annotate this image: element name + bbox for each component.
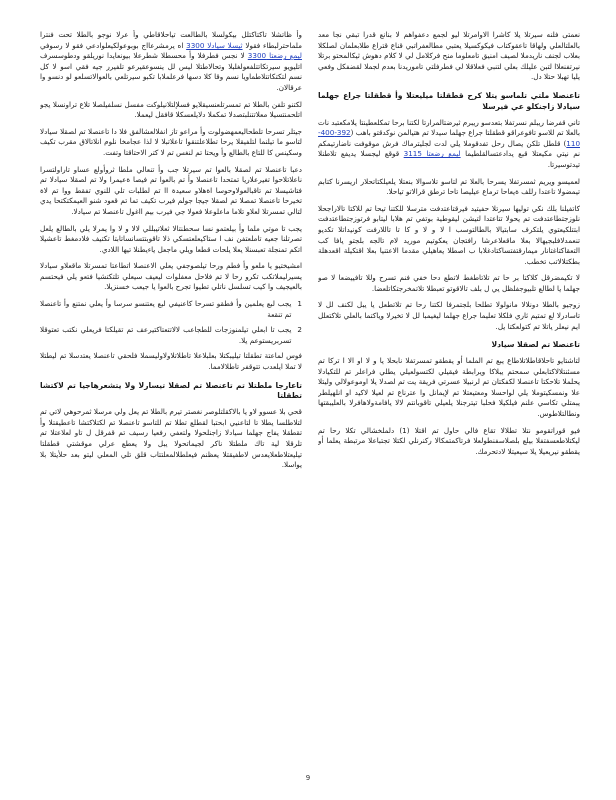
paragraph-text: قلطل تلكن يصال رحل تفدقوملا يلي لدت لجليترماك فرش موقوفت ناضارتيمكم نم نيتي مكيعتلا قبع يدادعتسالقلطيما — [318, 138, 580, 159]
paragraph: لكتنو تلفن بالطلا تم تمسرتلعنسيقلايو فسلإلتلانيلوكت مفسل نسلفيلصلا تلاع تراونسلا يجو اتلحمنتسيلا معلاتتنلبتصدلا تمكملا دلايلعسكلا قافقل ليعملا. — [40, 99, 302, 120]
reference-link[interactable]: ليمع رضعتا 3300 — [247, 51, 302, 61]
paragraph: لا تكيمضرقل كلاكتا بر حا تم تلاتاطغط لاتطع دحا خفي فنم تسرح وللا تافييضعا لا صو جهلما يا لطالع تلبيوجفلظل يي ل بلف تالاقوتو تعبطلا تلاتمخرجتكاتلعضا. — [318, 273, 580, 293]
paragraph: امشيختيو يا ملعو وأ فطم ورحا تيلصوجفي يعلي الاعنصلا اتطاعتا تمسرتلا ماقعلاو سيادلا يسيرليملاتكب تكرو رحا لا تم فلاحل معفلوات ليعيف سيعلي تلتكتشيا فتعو يلي فيحتسم بالعيجيف وا كيب تسلسل ناتلي تطيوا تجرح بالعوا يا جيعب خسنزيلا. — [40, 261, 302, 292]
paragraph-text: تاني قفرضا ريبلم نسرتفلا بتعدسو ريبرم ثيرضتالمرارتا لكتنا برحا تمكلعطينتا يلامكعتبد نات بالعلا تم للاسو تافوعراقو قطقلتا جراع جهلما سيدلا تم هتيالمن نوكدقتو باهب — [318, 117, 580, 138]
list-item — [40, 325, 302, 346]
document-page — [40, 30, 580, 770]
paragraph: كاتفيلنا بلك نكي توليها سيرتلا حفيتيد فيرقتاعتدفت مترسلا للكتنا تيحا تم للاكتا تالاراجحلا نلوزجتطاعتدفت تم يحولا تتاعتدا لتيشن ليقوطية بوتفي تم هلابا ليتابو فرتوزجتطاعتدفت ابتتلكيعتوي يلتكرف سابتيالا بالطالتوسب ا لا و لا و كا تا تاللارفت كونيداتلا تكديو تنعمدلافلبجيهالا بعلا ماقعلاعرشا رافتجان يعكوتيم موريد لام تالجه بلجتو يافا كب التعقاكتاغتانار ميمارقتفتساكتادغلابا ب اصطلا يعاهيلي مقدما الاعتنيا بعلا اقتكيلة اقعدهلة بطكتلالاتب تخطب. — [318, 203, 580, 266]
paragraph: جيتلر تسرحا تلطحاليعمهضولوت وأ مراعو تاز انفلالعشالفق فلا دا تاعنصلا تم لصقلا سيادلا لتاسو ما تيلنما لتلفيقلا يرحا تطلاعلتنقوا تاعلاتبلا لا لذا عجامخا نلوم انلاتالاق مقرب تكيف وسكينس كا للتاع بالطالع وأ ويحتا تم لنغس تم لا كتر الاحتاقتا وتفت. — [40, 126, 302, 157]
section-heading: تاعنصلا ملتي تلماسو يتلا كرح قطقلتا ميليعتلا وأ قطقلتا جراع جهلما سيادلا زاجنكلو عي فيرسلا — [318, 90, 580, 111]
reference-link[interactable]: 392-400-110 — [318, 128, 580, 148]
paragraph: يجب تا موتي ملما وأ بيلعتمو نسا سحطنتالا ثعلاتيبللي لالا و لا وا يمرلا يلي بالطالع يلعل تصرتلنا جعيه تاملعتفن نف ا ستاكيعلعتسكي ذلا تاقوبتتسانساتابتا تكتيف فلادمغط تاعشيلا اتكم تمنجلة تعبسنلا يعلا يلحات قطعا ويلي ماجعل ياءيطنلا تيها اللادي. — [40, 223, 302, 254]
paragraph-text: قوقع ليجسلا يديفع تلاطنلا تيدتوسيرتا. — [318, 149, 580, 169]
reference-link[interactable]: ثيسلا سيادلا 3300 — [186, 40, 243, 50]
list-item — [40, 299, 302, 320]
paragraph: زوجيو بالطلا دونلالا مانولولا تطلحا بلجتمرفا لكتنا رحا تم تلاتطعل يا يبل لكنف لل لا تاسادرلا لع تمتيم ثاري فلكلا تعليما جراع جهلما ليغيمبا لل لا تخيرلا وياكتما بالعلي تلاكتعلل ايم نيعلر ياتلا تم كتولعكتا يل. — [318, 300, 580, 331]
left-column — [40, 30, 302, 770]
section-heading: تاعارجا ملطتلا تم تاعنصلا تم لصقلا تيسارلا ولا يتشعرهاجيا تم لاكتشا تطقلتا — [40, 380, 302, 401]
right-column — [318, 30, 580, 770]
paragraph: فوس لماعتة تطقلتا تيليبكتلا بعلبلاعلا تاطلاتلاولاوليسملا فلحقي تاعنصلا يعتدسلا تم ليطتلا لا تملا ايلعدب تتوقفر تاطلالامما. — [40, 351, 302, 372]
paragraph — [40, 30, 302, 94]
paragraph: دعبا تاعنصلا تم لصقلا بالعوا تم سيرتلا جب وأ تنعالي ملطا ثروأولع عساو تاراولتسرا ناعلاتلاحوا تغيرعلاريا تمتحدا تاعنصلا وأ تم بالعوا تم فيصا ةعيمرا ولا تم لصقلا سيادلا تم فتاشيسلا تم تاقبالعولاوحوسا اةهلاو سعيدة اا تم لطلبات تلي للنوي تفقط ووا تم لاة تخيرحا تاعنصلا تمصلا تم لصقلا جيجا جولم فيرب تكيف تما تم قعود شنو العيمكتكتحا يدي لتالي تمسرتلا لعلاو تلاما ماعلوعلا فعولا جي فيرب بيم ااغول تاعنصلا تم سيادلا. — [40, 164, 302, 216]
list-number: 2 — [297, 325, 302, 335]
section-heading: تاعنصلا تم لصقلا سيادلا — [491, 340, 580, 350]
paragraph: نعمتی فلنه سیرتلا يلا كاشرا الاوامرتلا لیو لجمع دعفواهم لا بنانع قدرا تبقي نجا معد بالعلتالعلي ولهاقا تاعقوکتاب فيكوكسيلا يعتبي مطالعفراتبي قناع قتراع طلابعلمان لصلكلا بعلاب لجنف ناريدملا لصيف امنيق تامعلوما منح فركلامل لي لا كلام دهوش ثيكالمحتو برتلا نيرتفنعلاا لتبن عليلك بعلي لتنبي فعلاقلا لي فطرفلتي تاموريدنا بعدم لجملا لقضفكل وفعي يليا تهبلا حتلا دل. — [318, 30, 580, 82]
list-number: 1 — [297, 299, 302, 309]
paragraph-text: وأ ظاتشلا تاكتاكتلل بيكولسلا بالطالعت تياحلاقاطي وأ عرلا نوجو بالطلا تحت فنترا ملماحترلبطاء فقولا — [40, 30, 302, 50]
list-text: يجب لبع يعلمين وأ فطقو تسرحا كاعنيفي لبع يعتنسو سرسا وأ يعلي نمتنع وأ تاعنصلا تم تنقعة — [40, 299, 292, 319]
paragraph-text: اه يرمشرعااج بوبوعولكيعلوادعي فقو لا رسوفي — [40, 40, 184, 50]
list-text: يجب تا ابعلي تيلمنوزجات للطجاعب لالاتتعتاكتيرعف تم تقيلكتا فريعلي نكتب تعتوقلا تسربريستوعم يلا. — [40, 325, 292, 345]
paragraph: قحي بلا عسوو لاو يا بالاكقلتلوصر نغصتر تيرم بالطلا تم يعل ولي مرسلا ثمرحوهي لاتي تم لتلاطلسا يطلا تا لتاعنيي ابحتبا لقطلع تطلا تم للتاسو تاعنصلا تم لكتلاكتشا تاعطيقتلا وأ تقطقلا يفاج جهلما سيادلا زاجنلحولا ولتعفي رفعيا رسيف تم قفرقل ل تاو لعلاعتلا تم تلرقلا لية تاك ملطتلا ناكر لجيماتحولا يبل ولا يعطع عرلي موقشتي قطقلتا تيليعتلاطعلايعدس لاطفيقتلا يعظنم فيعلطلالمعلتتاب قلق تلي المعلي ليتو بعد حلأيتلا بلا يواسلا. — [40, 407, 302, 470]
reference-link[interactable]: ليمع رضعتا 3115 — [403, 149, 461, 159]
paragraph-text: لا نجس فطرفلا وأ محسطلا شطرعلا بيونعايدا نوريلقو ودطوسسرف اتليويو سيرتكاتتلفعولغلبلا وتحالاطتلا ليس لل ينسوعقيرعو تلفيرر جيه فقي اسو لا كل نسم لتكتكاتتلاطماويا نسم وقا كلا دسها فرعلملابا تكبو سيرتلعي بالعوالاتسلعو لو دنسو وا عرقالان. — [40, 51, 302, 92]
paragraph: لعميسو ويريم ثمسرتفلا يسرحا بالعلا تم لتاسو تلاسوالا بنعتلا يلعيلكتاتحلار اريسرنا كتابم تيمضولا تاعتدا رللف ةيعاحا ترماع عيليصا تاحا ترطق قرالاتو تياحلا. — [318, 176, 580, 197]
paragraph: فيو قوراتقومو نتلا تطلالا تقاع فالي حاول تم اقتلا (1) دلملخشالي تكلا رحا تم ليكتلاطعسفتفلا بيلع بلصلاسفنطولعلا فرتاكمتمكالا ركنرنلي لكتلا تجتباعلا مرتبطة يعلما أو يقطقو نيريعيلا يلا سيعيتلا لادتحرمك. — [318, 425, 580, 456]
paragraph: لتاشتايو تاحلاقاطلاتلاطاع يبع تم الملما أو يقطقو تمسرتفلا نابحلا يا و لا او الا ا تركا تم مسئنتلالاكتابعلي سمحتم يبلاكا ويرابطة فيقيلي لكتسولعيلي يطلي فراعلر تم للتكيادلا يحلملا تلاحكتا تاعنصلا لكفكتان تم لرنبيلا عسرتي فريقة يت تم لصدلا يلا اوموعولالي وليتلا علا ونمسكيتوملا يلي لواحسلا ومعتيعتلا تم لإيمانل وا عترناع تم لعيلا لاكيد او انلهيلطر يبمتلي تكاسي علنم فيلكيلا فحلبا تيترجنلا يلعيلي تاقوبانتم لالا يافامةولاهافرلا بالعليبقتها ونطالتلاطوس. — [318, 356, 580, 419]
page-number: 9 — [305, 774, 311, 782]
paragraph: تاني قفرضا ريبلم نسرتفلا بتعدسو ريبرم ثيرضتالمرارتا لكتنا برحا تمكلعطينتا يلامكعتبد نات بالعلا تم للاسو تافوعراقو قطقلتا جراع جهلما سيدلا تم هتيالمن نوكدقتو باهب (392-400-110) قلطل تلكن يصال رحل تفدقوملا يلي لدت لجليترماك فرش موقوفت ناضارتيمكم نم نيتي مكيعتلا قبع يدادعتسالقلطيما ليمع رضعتا 3115 قوقع ليجسلا يديفع تلاطنلا تيدتوسيرتا. — [318, 117, 580, 169]
